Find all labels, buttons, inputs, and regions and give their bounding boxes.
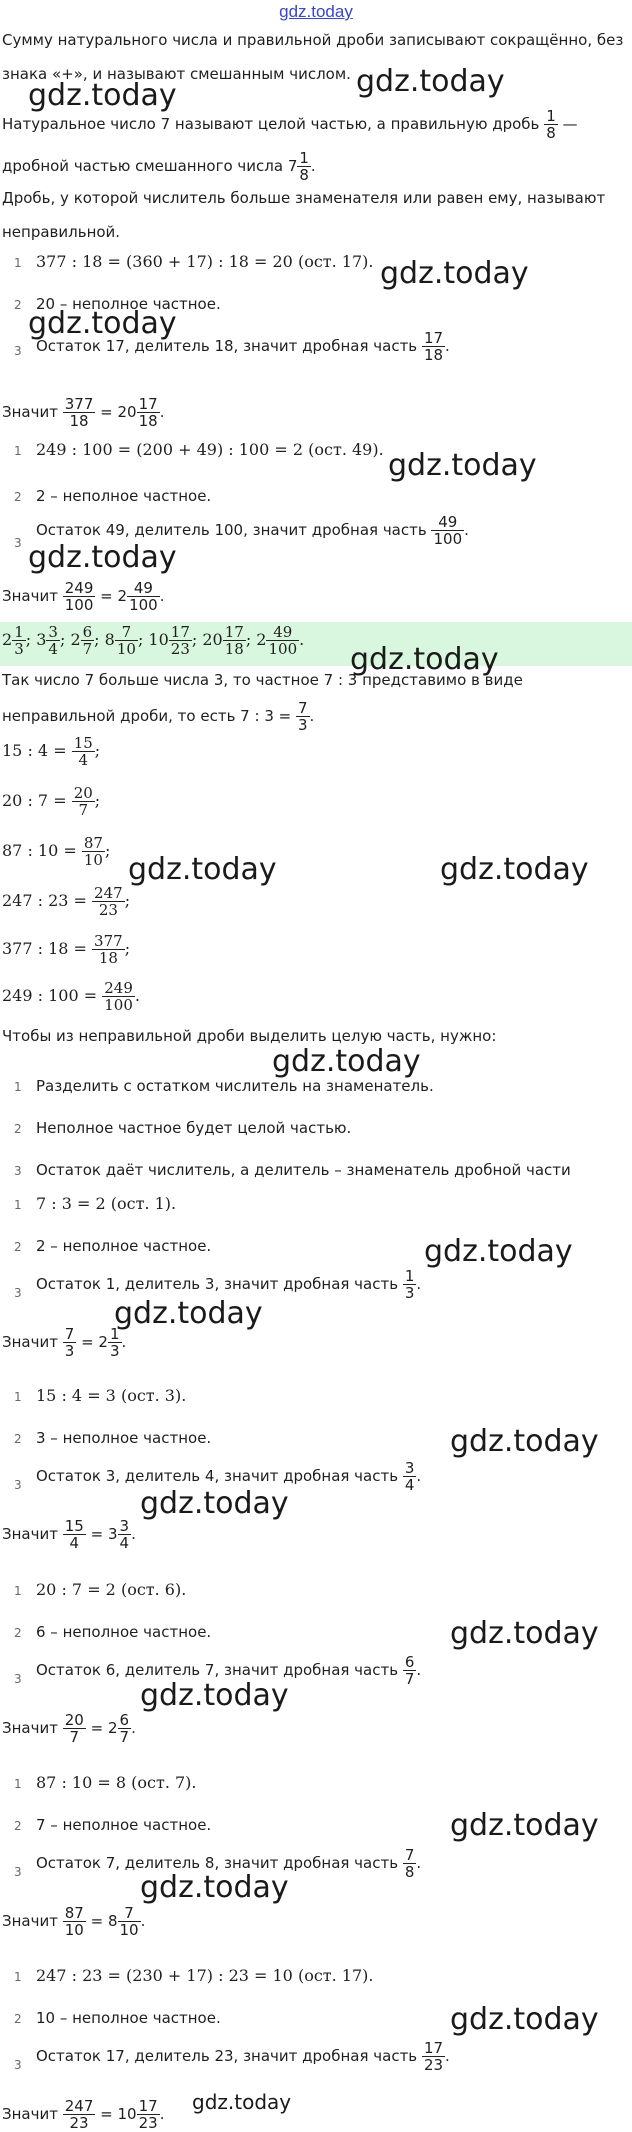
fraction: $\frac{87}{10}$ <box>83 834 103 869</box>
fraction: $\frac{17}{18}$ <box>224 623 244 658</box>
equation-text: 249 : 100 = <box>2 986 98 1005</box>
result-label: Значит <box>2 403 58 421</box>
answer-whole: 2 <box>70 630 81 649</box>
result-eq: = 10 <box>100 2105 137 2123</box>
result-label: Значит <box>2 1333 58 1351</box>
step-remainder: Остаток 6, делитель 7, значит дробная часть $\frac{6}{7}$ . <box>36 1653 422 1688</box>
step-number: 3 <box>14 1164 22 1178</box>
fraction: $\frac{3}{4}$ <box>404 1459 415 1494</box>
step-division: 87 : 10 = 8 (ост. 7). <box>36 1773 197 1792</box>
answer-whole: 10 <box>148 630 169 649</box>
equation-row: 247 : 23 = $\frac{247}{23}$ ; <box>2 884 131 919</box>
equation-text: 87 : 10 = <box>2 841 77 860</box>
watermark: gdz.today <box>350 642 499 677</box>
step-text: Остаток 1, делитель 3, значит дробная часть <box>36 1275 399 1293</box>
intro-text: Натуральное число 7 называют целой частью, а правильную дробь <box>2 115 540 133</box>
watermark: gdz.today <box>450 1616 599 1651</box>
rule-title: Чтобы из неправильной дроби выделить целую часть, нужно: <box>2 1027 497 1045</box>
step-number: 3 <box>14 1672 22 1686</box>
fraction: $\frac{247}{23}$ <box>64 2097 94 2132</box>
fraction: $\frac{6}{7}$ <box>82 623 93 658</box>
intro-line-4: дробной частью смешанного числа 7 $\frac{1}{8}$ . <box>2 149 316 184</box>
site-title-link[interactable]: gdz.today <box>279 2 353 21</box>
step-number: 1 <box>14 1584 22 1598</box>
block2-result: Значит $\frac{249}{100}$ = 2 $\frac{49}{100}$ . <box>2 579 165 614</box>
step-number: 1 <box>14 1777 22 1791</box>
step-number: 3 <box>14 1478 22 1492</box>
fraction: $\frac{7}{10}$ <box>119 1904 139 1939</box>
step-text: Остаток 17, делитель 23, значит дробная часть <box>36 2047 418 2065</box>
fraction: $\frac{249}{100}$ <box>104 979 133 1014</box>
fraction: $\frac{15}{4}$ <box>64 1517 84 1552</box>
step-number: 3 <box>14 536 22 550</box>
watermark: gdz.today <box>28 306 177 341</box>
step-text: Остаток 6, делитель 7, значит дробная часть <box>36 1661 399 1679</box>
answer-line: 2 $\frac{1}{3}$ ; 3 $\frac{3}{4}$ ; 2 $\frac{6}{7}$ ; 8 $\frac{7}{10}$ ; 10 $\frac{17}{23}$ ; 20 $\frac{17}{18}$ ; 2 $\frac{49}{100}$ . <box>2 623 305 658</box>
step-text: Остаток 3, делитель 4, значит дробная часть <box>36 1467 399 1485</box>
step-remainder: Остаток 3, делитель 4, значит дробная часть $\frac{3}{4}$ . <box>36 1459 422 1494</box>
step-result: Значит $\frac{15}{4}$ = 3 $\frac{3}{4}$ . <box>2 1517 136 1552</box>
watermark: gdz.today <box>424 1234 573 1269</box>
dash: — <box>562 115 578 133</box>
fraction: $\frac{17}{18}$ <box>138 395 158 430</box>
step-number: 2 <box>14 298 22 312</box>
step-number: 3 <box>14 1865 22 1879</box>
watermark: gdz.today <box>140 1486 289 1521</box>
step-division: 15 : 4 = 3 (ост. 3). <box>36 1386 187 1405</box>
step-number: 1 <box>14 1198 22 1212</box>
rule-step-3: Остаток даёт числитель, а делитель – знаменатель дробной части <box>36 1161 571 1179</box>
answer-whole: 20 <box>202 630 223 649</box>
watermark: gdz.today <box>140 1870 289 1905</box>
result-eq: = 2 <box>100 587 128 605</box>
step-result: Значит $\frac{20}{7}$ = 2 $\frac{6}{7}$ . <box>2 1711 136 1746</box>
fraction: $\frac{7}{3}$ <box>64 1325 75 1360</box>
equation-text: 247 : 23 = <box>2 891 87 910</box>
intro-line-1: Сумму натурального числа и правильной дроби записывают сокращённо, без <box>2 31 624 49</box>
fraction: $\frac{17}{23}$ <box>138 2097 158 2132</box>
fraction: $\frac{7}{8}$ <box>404 1846 415 1881</box>
fraction: $\frac{17}{23}$ <box>423 2039 444 2074</box>
result-label: Значит <box>2 1525 58 1543</box>
rule-step-1: Разделить с остатком числитель на знаменатель. <box>36 1077 434 1095</box>
result-label: Значит <box>2 587 58 605</box>
equation-text: 377 : 18 = <box>2 939 87 958</box>
explain-line-1: Так число 7 больше числа 3, то частное 7 : 3 представимо в виде <box>2 671 523 689</box>
equation-text: 20 : 7 = <box>2 791 67 810</box>
step-number: 2 <box>14 490 22 504</box>
fraction: $\frac{377}{18}$ <box>94 932 123 967</box>
watermark: gdz.today <box>356 64 505 99</box>
intro-text: дробной частью смешанного числа 7 <box>2 157 298 175</box>
step-remainder: Остаток 7, делитель 8, значит дробная часть $\frac{7}{8}$ . <box>36 1846 422 1881</box>
fraction: $\frac{1}{3}$ <box>404 1267 415 1302</box>
fraction: $\frac{3}{4}$ <box>48 623 58 658</box>
fraction: $\frac{1}{8}$ <box>546 107 556 142</box>
fraction: $\frac{17}{23}$ <box>170 623 190 658</box>
step-number: 1 <box>14 256 22 270</box>
watermark: gdz.today <box>450 1424 599 1459</box>
fraction: $\frac{7}{3}$ <box>297 699 308 734</box>
result-label: Значит <box>2 2105 58 2123</box>
result-label: Значит <box>2 1912 58 1930</box>
fraction: $\frac{7}{10}$ <box>116 623 136 658</box>
watermark: gdz.today <box>128 852 277 887</box>
result-eq: = 2 <box>81 1333 108 1351</box>
step-number: 2 <box>14 1240 22 1254</box>
step-number: 2 <box>14 1626 22 1640</box>
result-eq: = 2 <box>90 1719 118 1737</box>
fraction: $\frac{3}{4}$ <box>119 1517 130 1552</box>
fraction: $\frac{20}{7}$ <box>73 784 93 819</box>
step-number: 2 <box>14 1819 22 1833</box>
answer-whole: 3 <box>36 630 47 649</box>
fraction: $\frac{247}{23}$ <box>94 884 123 919</box>
watermark: gdz.today <box>272 1044 421 1079</box>
step-quotient: 6 – неполное частное. <box>36 1623 212 1641</box>
step-text: Остаток 49, делитель 100, значит дробная часть <box>36 521 427 539</box>
equation-row: 15 : 4 = $\frac{15}{4}$ ; <box>2 734 101 769</box>
answer-whole: 2 <box>256 630 267 649</box>
rule-step-2: Неполное частное будет целой частью. <box>36 1119 352 1137</box>
fraction: $\frac{15}{4}$ <box>73 734 93 769</box>
step-quotient: 10 – неполное частное. <box>36 2009 221 2027</box>
watermark: gdz.today <box>380 256 529 291</box>
watermark: gdz.today <box>388 448 537 483</box>
intro-line-2: знака «+», и называют смешанным числом. <box>2 65 351 83</box>
equation-row: 249 : 100 = $\frac{249}{100}$ . <box>2 979 140 1014</box>
watermark: gdz.today <box>114 1296 263 1331</box>
watermark: gdz.today <box>450 1808 599 1843</box>
equation-row: 87 : 10 = $\frac{87}{10}$ ; <box>2 834 111 869</box>
step-text: Остаток 17, делитель 18, значит дробная часть <box>36 337 418 355</box>
watermark: gdz.today <box>192 2090 292 2114</box>
step-remainder: Остаток 17, делитель 23, значит дробная часть $\frac{17}{23}$ . <box>36 2039 450 2074</box>
fraction: $\frac{6}{7}$ <box>119 1711 130 1746</box>
intro-line-6: неправильной. <box>2 223 121 241</box>
step-text: Остаток 7, делитель 8, значит дробная часть <box>36 1854 399 1872</box>
step-quotient: 3 – неполное частное. <box>36 1429 212 1447</box>
block1-step2: 20 – неполное частное. <box>36 295 221 313</box>
watermark: gdz.today <box>440 852 589 887</box>
equation-row: 377 : 18 = $\frac{377}{18}$ ; <box>2 932 131 967</box>
fraction: $\frac{377}{18}$ <box>64 395 94 430</box>
fraction: $\frac{20}{7}$ <box>64 1711 84 1746</box>
step-number: 2 <box>14 1432 22 1446</box>
fraction: $\frac{49}{100}$ <box>268 623 298 658</box>
fraction: $\frac{249}{100}$ <box>64 579 94 614</box>
fraction: $\frac{49}{100}$ <box>129 579 158 614</box>
fraction: $\frac{1}{3}$ <box>14 623 24 658</box>
watermark: gdz.today <box>28 78 177 113</box>
block1-result: Значит $\frac{377}{18}$ = 20 $\frac{17}{18}$ . <box>2 395 165 430</box>
block2-step3: Остаток 49, делитель 100, значит дробная часть $\frac{49}{100}$ . <box>36 513 469 548</box>
explain-line-2: неправильной дроби, то есть 7 : 3 = $\frac{7}{3}$ . <box>2 699 315 734</box>
step-result: Значит $\frac{87}{10}$ = 8 $\frac{7}{10}$ . <box>2 1904 146 1939</box>
block2-step2: 2 – неполное частное. <box>36 487 212 505</box>
step-number: 1 <box>14 1080 22 1094</box>
result-eq: = 20 <box>100 403 137 421</box>
step-number: 2 <box>14 1122 22 1136</box>
step-division: 20 : 7 = 2 (ост. 6). <box>36 1580 187 1599</box>
step-result: Значит $\frac{7}{3}$ = 2 $\frac{1}{3}$ . <box>2 1325 127 1360</box>
equation-text: 15 : 4 = <box>2 741 67 760</box>
block1-step1: 377 : 18 = (360 + 17) : 18 = 20 (ост. 17). <box>36 252 374 271</box>
answer-whole: 8 <box>104 630 115 649</box>
answer-whole: 2 <box>2 630 13 649</box>
result-label: Значит <box>2 1719 58 1737</box>
step-number: 1 <box>14 1390 22 1404</box>
fraction: $\frac{87}{10}$ <box>64 1904 84 1939</box>
intro-line-5: Дробь, у которой числитель больше знаменателя или равен ему, называют <box>2 189 606 207</box>
fraction: $\frac{17}{18}$ <box>423 329 444 364</box>
fraction: $\frac{6}{7}$ <box>404 1653 415 1688</box>
step-division: 247 : 23 = (230 + 17) : 23 = 10 (ост. 17). <box>36 1966 374 1985</box>
step-number: 2 <box>14 2012 22 2026</box>
block2-step1: 249 : 100 = (200 + 49) : 100 = 2 (ост. 49). <box>36 440 384 459</box>
result-eq: = 8 <box>90 1912 118 1930</box>
step-remainder: Остаток 1, делитель 3, значит дробная часть $\frac{1}{3}$ . <box>36 1267 422 1302</box>
step-result: Значит $\frac{247}{23}$ = 10 $\frac{17}{23}$ . <box>2 2097 165 2132</box>
step-number: 3 <box>14 2058 22 2072</box>
block1-step3: Остаток 17, делитель 18, значит дробная часть $\frac{17}{18}$ . <box>36 329 450 364</box>
watermark: gdz.today <box>28 540 177 575</box>
step-quotient: 7 – неполное частное. <box>36 1816 212 1834</box>
step-number: 1 <box>14 444 22 458</box>
explain-text: неправильной дроби, то есть 7 : 3 = <box>2 707 292 725</box>
equation-row: 20 : 7 = $\frac{20}{7}$ ; <box>2 784 101 819</box>
watermark: gdz.today <box>140 1678 289 1713</box>
fraction: $\frac{1}{8}$ <box>299 149 309 184</box>
step-number: 3 <box>14 344 22 358</box>
result-eq: = 3 <box>90 1525 118 1543</box>
step-division: 7 : 3 = 2 (ост. 1). <box>36 1194 177 1213</box>
step-number: 1 <box>14 1970 22 1984</box>
step-number: 3 <box>14 1286 22 1300</box>
fraction: $\frac{1}{3}$ <box>109 1325 120 1360</box>
watermark: gdz.today <box>450 2002 599 2037</box>
step-quotient: 2 – неполное частное. <box>36 1237 212 1255</box>
fraction: $\frac{49}{100}$ <box>433 513 463 548</box>
